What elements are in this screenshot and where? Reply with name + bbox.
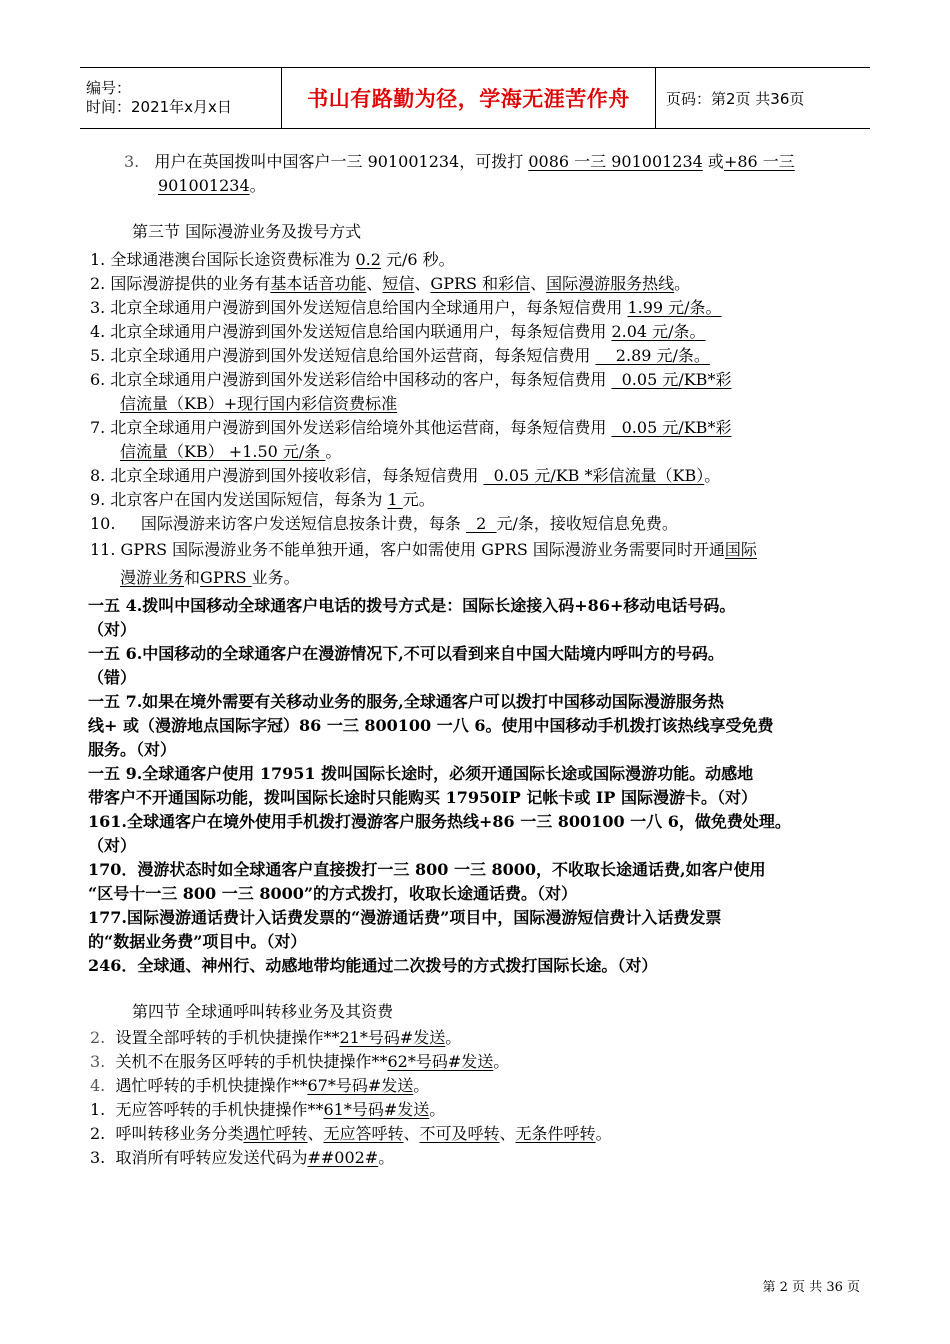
list-item — [90, 416, 870, 464]
text-run: 0.05 元/KB *彩信流量（KB） — [483, 466, 705, 485]
text-run: 国际漫游服务热线 — [546, 274, 675, 293]
text-run: 一五 4.拨叫中国移动全球通客户电话的拨号方式是：国际长途接入码+86+移动电话号码。 — [88, 596, 736, 615]
text-run: 无应答呼转的手机快捷操作** — [105, 1100, 324, 1119]
text-run: 服务。（对） — [88, 740, 177, 759]
text-run: 元。 — [402, 490, 435, 509]
text-run: 的“数据业务费”项目中。（对） — [88, 932, 307, 951]
text-run: 带客户不开通国际功能，拨叫国际长途时只能购买 17950IP 记帐卡或 IP 国际漫游卡。（对） — [88, 788, 757, 807]
text-run: 6. 北京全球通用户漫游到国外发送彩信给中国移动的客户，每条短信费用 — [90, 370, 612, 389]
text-run: 4. — [90, 1076, 106, 1095]
text-run: 、 — [307, 1124, 324, 1143]
text-run: 10. 国际漫游来访客户发送短信息按条计费，每条 — [90, 514, 466, 533]
text-run: 无条件呼转 — [515, 1124, 596, 1143]
text-run: 取消所有呼转应发送代码为 — [105, 1148, 308, 1167]
text-run: 7. 北京全球通用户漫游到国外发送彩信给境外其他运营商，每条短信费用 — [90, 418, 612, 437]
qa-item — [88, 642, 870, 690]
text-run: 177.国际漫游通话费计入话费发票的“漫游通话费”项目中，国际漫游短信费计入话费发票 — [88, 908, 722, 927]
text-run: 2. — [90, 1028, 106, 1047]
intro-number-3: 901001234 — [158, 176, 250, 195]
header-motto: 书山有路勤为径，学海无涯苦作舟 — [307, 87, 630, 111]
text-run: 业务。 — [251, 568, 300, 587]
text-run: 2.89 元/条。 — [595, 346, 710, 365]
text-run: 0.05 元/KB*彩 — [611, 418, 732, 437]
text-run: 246．全球通、神州行、动感地带均能通过二次拨号的方式拨打国际长途。（对） — [88, 956, 658, 975]
qa-item — [88, 690, 870, 762]
text-run: 1. 全球通港澳台国际长途资费标准为 — [90, 250, 356, 269]
section-4-title: 第四节 全球通呼叫转移业务及其资费 — [132, 1002, 394, 1021]
text-run: 信流量（KB） +1.50 元/条 — [120, 442, 326, 461]
text-run: 9. 北京客户在国内发送国际短信，每条为 — [90, 490, 388, 509]
text-run: 无应答呼转 — [323, 1124, 404, 1143]
text-run: 3. 北京全球通用户漫游到国外发送短信息给国内全球通用户，每条短信费用 — [90, 298, 628, 317]
text-run: 1. — [90, 1100, 106, 1119]
text-run: 2. 国际漫游提供的业务有 — [90, 274, 271, 293]
text-run: 元/条，接收短信息免费。 — [496, 514, 678, 533]
list-item — [90, 344, 870, 368]
text-run: 4. 北京全球通用户漫游到国外发送短信息给国内联通用户，每条短信费用 — [90, 322, 612, 341]
text-run: 一五 7.如果在境外需要有关移动业务的服务,全球通客户可以拨打中国移动国际漫游服务热 — [88, 692, 724, 711]
section-3-title: 第三节 国际漫游业务及拨号方式 — [132, 222, 362, 241]
text-run: 、 — [366, 274, 383, 293]
text-run: 不可及呼转 — [419, 1124, 500, 1143]
qa-item — [88, 594, 870, 642]
header-number: 编号： — [86, 79, 132, 97]
intro-text-2: 或 — [702, 152, 724, 171]
list-item — [90, 488, 870, 512]
text-run: （对） — [88, 620, 137, 639]
text-run: 3. — [90, 1052, 106, 1071]
intro-text: 用户在英国拨叫中国客户一三 901001234，可拨打 — [154, 152, 529, 171]
text-run: 、 — [499, 1124, 516, 1143]
header-meta — [80, 68, 282, 128]
list-item — [90, 536, 870, 592]
text-run: 线+ 或（漫游地点国际字冠）86 一三 800100 一八 6。使用中国移动手机拨打该热线享受免费 — [88, 716, 774, 735]
qa-item — [88, 858, 870, 906]
text-run: 。 — [445, 1028, 462, 1047]
text-run: 、 — [403, 1124, 420, 1143]
text-run: 2 — [465, 514, 497, 533]
list-item — [90, 512, 870, 536]
intro-number-1: 0086 一三 901001234 — [528, 152, 703, 171]
text-run: 。 — [595, 1124, 612, 1143]
intro-item — [90, 150, 870, 198]
list-item — [90, 368, 870, 416]
text-run: 62*号码#发送 — [387, 1052, 494, 1071]
text-run: 2.04 元/条。 — [611, 322, 706, 341]
text-run: 一五 9.全球通客户使用 17951 拨叫国际长途时，必须开通国际长途或国际漫游功能。动感地 — [88, 764, 754, 783]
list-item — [90, 1146, 870, 1170]
text-run: 遇忙呼转 — [243, 1124, 308, 1143]
text-run: 。 — [325, 442, 342, 461]
qa-item — [88, 906, 870, 954]
list-item — [90, 1050, 870, 1074]
text-run: 170．漫游状态时如全球通客户直接拨打一三 800 一三 8000，不收取长途通话费,如客户使用 — [88, 860, 766, 879]
text-run: 11. GPRS 国际漫游业务不能单独开通，客户如需使用 GPRS 国际漫游业务需要同时开通 — [90, 540, 725, 559]
list-item — [90, 1122, 870, 1146]
qa-item — [88, 762, 870, 810]
text-run: ##002# — [307, 1148, 379, 1167]
text-run: （错） — [88, 668, 137, 687]
text-run: 关机不在服务区呼转的手机快捷操作** — [105, 1052, 388, 1071]
text-run: GPRS 和彩信 — [430, 274, 531, 293]
text-run: 。 — [704, 466, 721, 485]
text-run: 漫游业务 — [120, 568, 185, 587]
qa-list — [88, 594, 870, 978]
text-run: 2. — [90, 1124, 106, 1143]
text-run: 遇忙呼转的手机快捷操作** — [105, 1076, 308, 1095]
text-run: 元/6 秒。 — [380, 250, 455, 269]
text-run: 国际 — [724, 540, 757, 559]
text-run: 、 — [530, 274, 547, 293]
intro-number-2: +86 一三 — [723, 152, 795, 171]
text-run: 3. — [90, 1148, 106, 1167]
text-run: 5. 北京全球通用户漫游到国外发送短信息给国外运营商，每条短信费用 — [90, 346, 596, 365]
text-run: 。 — [413, 1076, 430, 1095]
text-run: 短信 — [382, 274, 415, 293]
text-run: 。 — [429, 1100, 446, 1119]
section-3-list — [90, 248, 870, 592]
text-run: 和 — [184, 568, 201, 587]
text-run: 61*号码#发送 — [323, 1100, 430, 1119]
intro-num: 3. — [124, 152, 140, 171]
list-item — [90, 1098, 870, 1122]
list-item — [90, 248, 870, 272]
header-page-cell — [656, 68, 870, 128]
header-page: 页码：第2页 共36页 — [666, 89, 805, 108]
section-4-list — [90, 1026, 870, 1170]
text-run: （对） — [88, 836, 137, 855]
text-run: 0.2 — [355, 250, 381, 269]
text-run: 。 — [674, 274, 691, 293]
qa-item — [88, 954, 870, 978]
text-run: 基本话音功能 — [270, 274, 367, 293]
list-item — [90, 464, 870, 488]
text-run: 、 — [414, 274, 431, 293]
text-run: “区号十一三 800 一三 8000”的方式拨打，收取长途通话费。（对） — [88, 884, 578, 903]
list-item — [90, 1026, 870, 1050]
text-run: 1 — [387, 490, 403, 509]
document-body — [90, 150, 870, 1170]
text-run: 一五 6.中国移动的全球通客户在漫游情况下,不可以看到来自中国大陆境内呼叫方的号码。 — [88, 644, 724, 663]
text-run: 8. 北京全球通用户漫游到国外接收彩信，每条短信费用 — [90, 466, 484, 485]
page-footer: 第 2 页 共 36 页 — [762, 1280, 860, 1295]
header-time: 时间：2021年x月x日 — [86, 98, 232, 116]
text-run: 。 — [493, 1052, 510, 1071]
header-motto-cell — [282, 68, 656, 128]
page-header — [80, 67, 870, 129]
list-item — [90, 1074, 870, 1098]
qa-item — [88, 810, 870, 858]
list-item — [90, 296, 870, 320]
text-run: GPRS — [200, 568, 252, 587]
text-run: 呼叫转移业务分类 — [105, 1124, 244, 1143]
text-run: 设置全部呼转的手机快捷操作** — [105, 1028, 340, 1047]
list-item — [90, 272, 870, 296]
intro-text-3: 。 — [249, 176, 266, 195]
text-run: 1.99 元/条。 — [627, 298, 722, 317]
text-run: 21*号码#发送 — [339, 1028, 446, 1047]
text-run: 67*号码#发送 — [307, 1076, 414, 1095]
list-item — [90, 320, 870, 344]
text-run: 信流量（KB）+现行国内彩信资费标准 — [120, 394, 398, 413]
text-run: 161.全球通客户在境外使用手机拨打漫游客户服务热线+86 一三 800100 一八 6，做免费处理。 — [88, 812, 791, 831]
text-run: 。 — [378, 1148, 395, 1167]
text-run: 0.05 元/KB*彩 — [611, 370, 732, 389]
